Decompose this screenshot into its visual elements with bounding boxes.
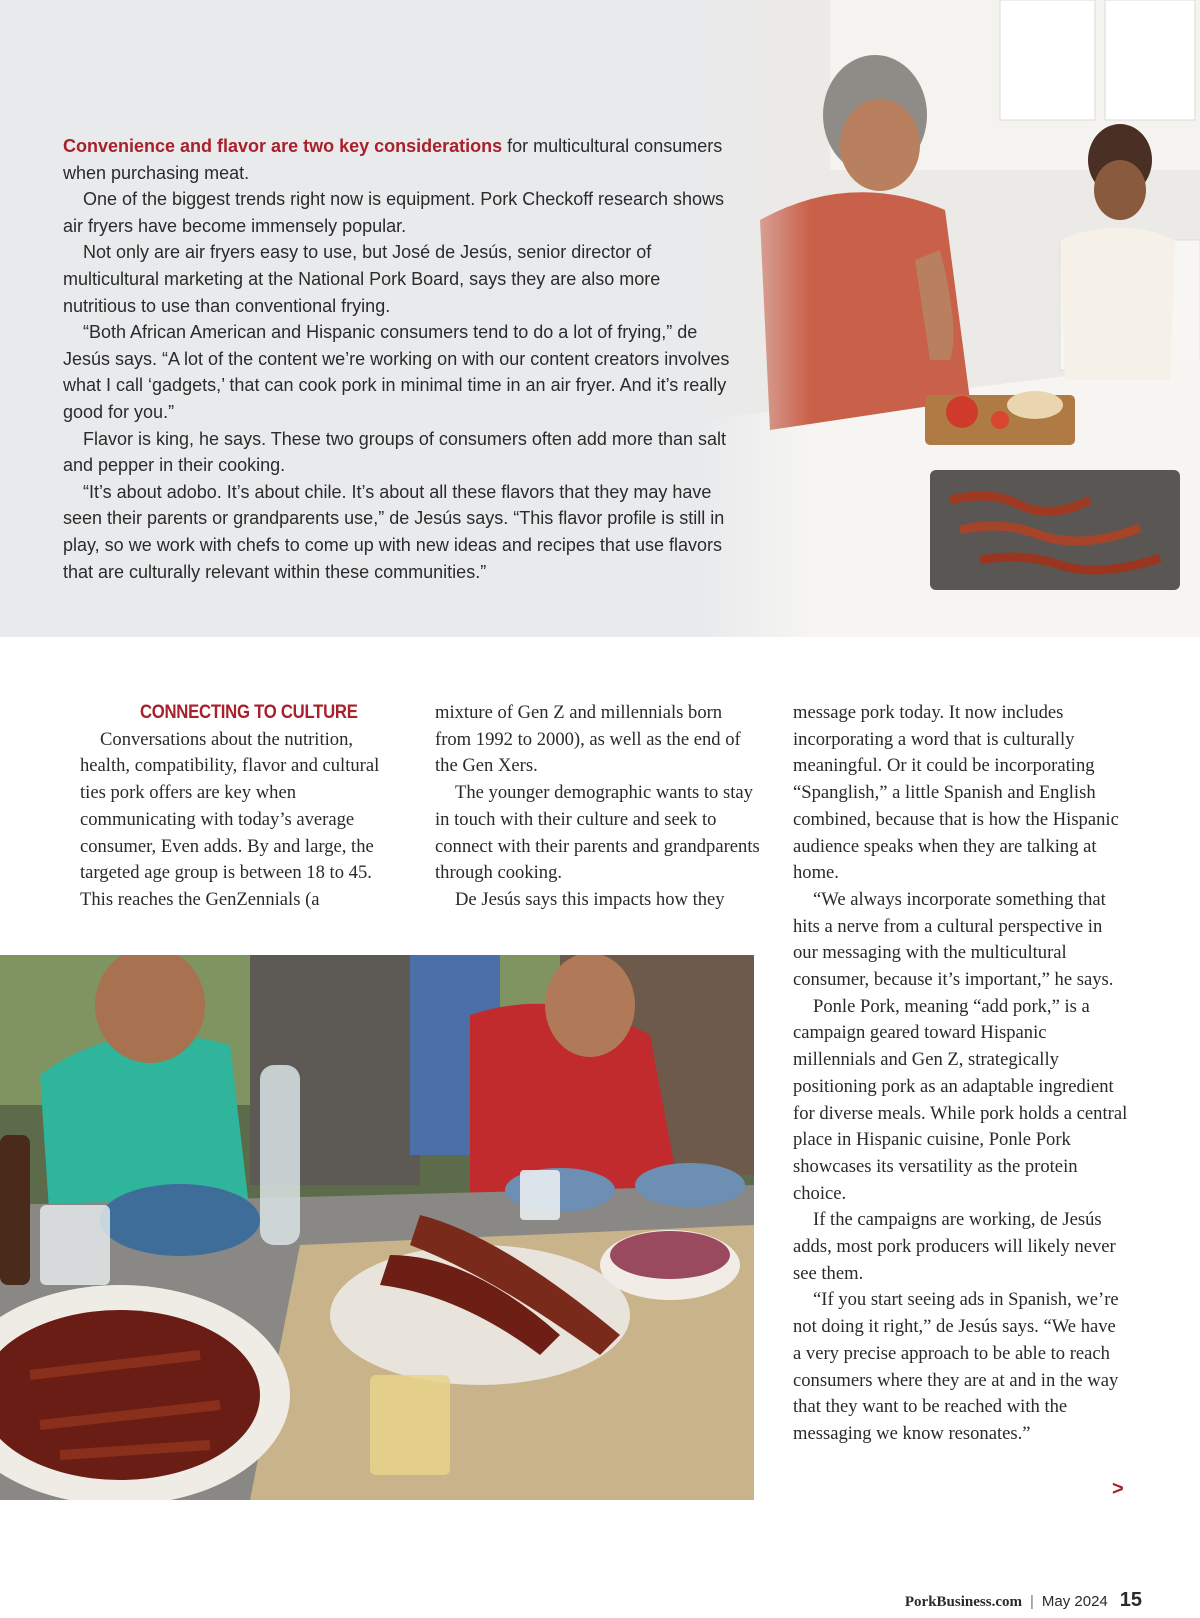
sidebar-text bbox=[63, 133, 735, 585]
article-paragraph: The younger demographic wants to stay in touch with their culture and seek to connect with their parents and grandparents through cooking. bbox=[435, 782, 760, 884]
article-paragraph: mixture of Gen Z and millennials born from 1992 to 2000), as well as the end of the Gen Xers. bbox=[435, 702, 741, 777]
sidebar-paragraph: “Both African American and Hispanic consumers tend to do a lot of frying,” de Jesús says. “A lot of the content we’re working on with our content creators involves what I call ‘gadgets,’ that can cook pork in minimal time in an air fryer. And it’s really good for you.” bbox=[63, 322, 730, 422]
article-column-3 bbox=[793, 700, 1128, 1448]
sidebar-lead-bold: Convenience and flavor are two key considerations bbox=[63, 136, 503, 156]
sidebar-lead-paragraph bbox=[63, 133, 735, 186]
article-paragraph: “We always incorporate something that hits a nerve from a cultural perspective in our messaging with the multicultural consumer, because it’s important,” he says. bbox=[793, 888, 1114, 991]
article-paragraph: Ponle Pork, meaning “add pork,” is a campaign geared toward Hispanic millennials and Gen Z, strategically positioning pork as an adaptable ingredient for diverse meals. While pork holds a central place in Hispanic cuisine, Ponle Pork showcases its versatility as the protein choice. bbox=[793, 995, 1128, 1204]
sidebar-lead-rest: for multicultural consumers when purchasing meat. bbox=[63, 136, 723, 183]
bbq-dinner-photo bbox=[0, 955, 754, 1500]
sidebar-panel bbox=[0, 0, 1200, 637]
article-paragraph: “If you start seeing ads in Spanish, we’re not doing it right,” de Jesús says. “We have a very precise approach to be able to reach consumers where they are at and in the way that they want to be reached with the messaging we know resonates.” bbox=[793, 1289, 1119, 1444]
footer-date: May 2024 bbox=[1041, 1593, 1108, 1610]
sidebar-paragraph: “It’s about adobo. It’s about chile. It’s about all these flavors that they may have seen their parents or grandparents use,” de Jesús says. “This flavor profile is still in play, so we work with chefs to come up with new ideas and recipes that use flavors that are culturally relevant within these communities.” bbox=[63, 481, 725, 582]
footer-site: PorkBusiness.com bbox=[904, 1594, 1022, 1610]
page-number: 15 bbox=[1119, 1589, 1142, 1611]
sidebar-paragraph: Flavor is king, he says. These two groups of consumers often add more than salt and pepper in their cooking. bbox=[63, 428, 726, 476]
article-paragraph: message pork today. It now includes incorporating a word that is culturally meaningful. Or it could be incorporating “Spanglish,” a little Spanish and English combined, because that is how the Hispanic audience speaks when they are talking at home. bbox=[793, 702, 1119, 884]
article-paragraph: If the campaigns are working, de Jesús adds, most pork producers will likely never see them. bbox=[793, 1209, 1116, 1284]
footer-separator: | bbox=[1029, 1593, 1034, 1610]
continue-arrow-icon: > bbox=[1112, 1478, 1124, 1500]
sidebar-paragraph: One of the biggest trends right now is equipment. Pork Checkoff research shows air fryers have become immensely popular. bbox=[63, 189, 725, 236]
page-footer bbox=[905, 1589, 1142, 1612]
kitchen-photo bbox=[700, 0, 1200, 637]
article-paragraph: Conversations about the nutrition, health, compatibility, flavor and cultural ties pork offers are key when communicating with today’s average consumer, Even adds. By and large, the targeted age group is between 18 to 45. This reaches the GenZennials (a bbox=[80, 728, 380, 910]
article-column-1 bbox=[80, 700, 400, 914]
section-heading: CONNECTING TO CULTURE bbox=[139, 702, 358, 723]
sidebar-paragraph: Not only are air fryers easy to use, but José de Jesús, senior director of multicultural marketing at the National Pork Board, says they are also more nutritious to use than conventional frying. bbox=[63, 242, 661, 316]
article-paragraph: De Jesús says this impacts how they bbox=[455, 888, 725, 910]
article-column-2 bbox=[435, 700, 760, 914]
